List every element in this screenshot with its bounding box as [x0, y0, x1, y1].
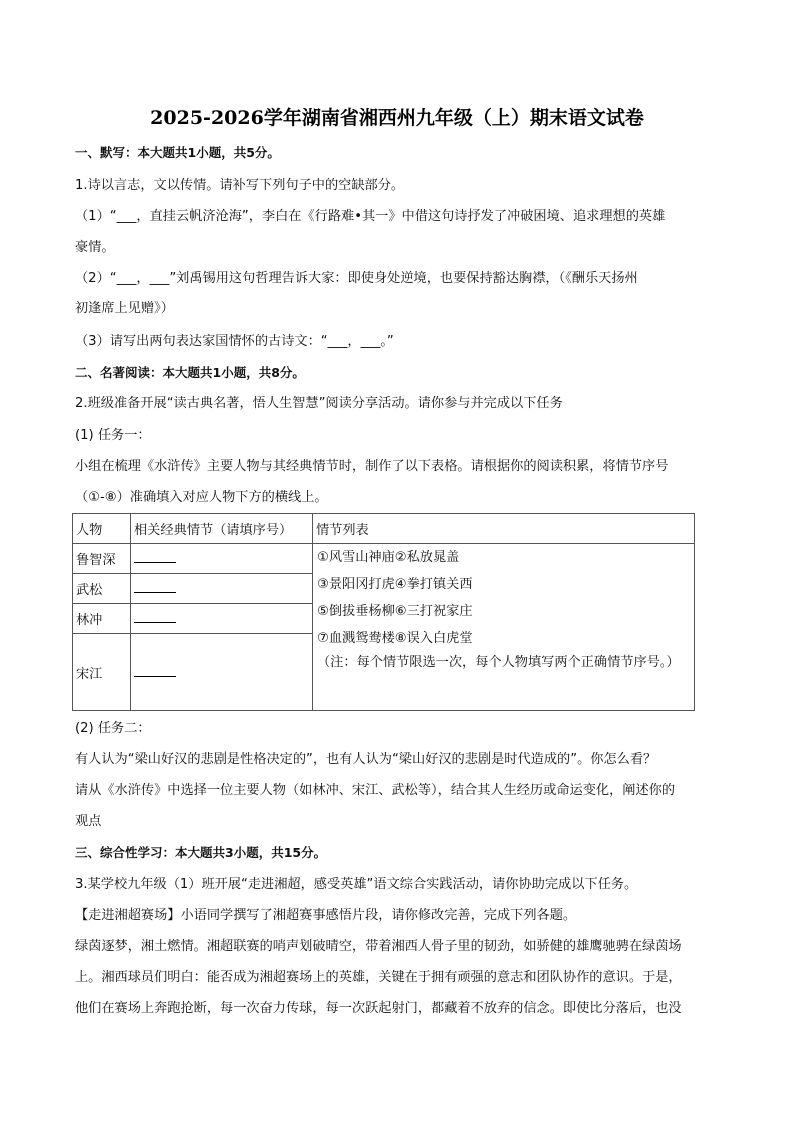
- table-row: [73, 544, 695, 574]
- q1-part2-line1: （2）“___，___”刘禹锡用这句哲理告诉大家：即使身处逆境，也要保持豁达胸襟，（《酬乐天扬州: [75, 271, 638, 286]
- passage-line: 他们在赛场上奔跑抢断，每一次奋力传球，每一次跃起射门，都藏着不放弃的信念。即使比分落后，也没: [75, 1001, 682, 1016]
- answer-blank[interactable]: [134, 580, 176, 593]
- q2-intro: 2.班级准备开展“读古典名著，悟人生智慧”阅读分享活动。请你参与并完成以下任务: [75, 396, 563, 411]
- answer-cell: [131, 574, 313, 604]
- plot-list-item: ⑦血溅鸳鸯楼⑧误入白虎堂: [317, 631, 473, 646]
- q1-intro: 1.诗以言志，文以传情。请补写下列句子中的空缺部分。: [75, 178, 405, 193]
- q1-part2-line2: 初逢席上见赠》）: [75, 301, 174, 316]
- plot-list-item: ⑤倒拔垂杨柳⑥三打祝家庄: [317, 604, 473, 619]
- table-header-row: [73, 514, 695, 544]
- section-2-heading: 二、名著阅读：本大题共1小题，共8分。: [75, 365, 305, 380]
- passage-line: 上。湘西球员们明白：能否成为湘超赛场上的英雄，关键在于拥有顽强的意志和团队协作的意识。于是，: [75, 970, 682, 985]
- q1-part1-line2: 豪情。: [75, 240, 115, 255]
- q1-part1-line1: （1）“___，直挂云帆济沧海”，李白在《行路难•其一》中借这句诗抒发了冲破困境、追求理想的英雄: [75, 209, 666, 224]
- exam-title: 2025-2026学年湖南省湘西州九年级（上）期末语文试卷: [150, 107, 644, 129]
- plot-list-item: ①风雪山神庙②私放晁盖: [317, 550, 460, 565]
- q1-part3: （3）请写出两句表达家国情怀的古诗文：“___，___。”: [75, 334, 394, 349]
- answer-cell: [131, 544, 313, 574]
- table-header-cell: 情节列表: [313, 514, 695, 544]
- answer-cell: [131, 634, 313, 711]
- table-header-cell: 相关经典情节（请填序号）: [131, 514, 313, 544]
- plot-list-note: （注：每个情节限选一次，每个人物填写两个正确情节序号。）: [317, 655, 680, 670]
- q3-intro: 3.某学校九年级（1）班开展“走进湘超，感受英雄”语文综合实践活动，请你协助完成以下任务。: [75, 877, 638, 892]
- answer-blank[interactable]: [134, 610, 176, 623]
- task1-text-line1: 小组在梳理《水浒传》主要人物与其经典情节时，制作了以下表格。请根据你的阅读积累，将情节序号: [75, 459, 669, 474]
- task2-line3: 观点: [75, 814, 102, 829]
- task1-text-line2: （①-⑧）准确填入对应人物下方的横线上。: [75, 490, 328, 505]
- section-3-heading: 三、综合性学习：本大题共3小题，共15分。: [75, 845, 327, 860]
- character-name: 武松: [73, 574, 131, 604]
- answer-cell: [131, 604, 313, 634]
- task2-line1: 有人认为“梁山好汉的悲剧是性格决定的”，也有人认为“梁山好汉的悲剧是时代造成的”。你怎么看？: [75, 752, 657, 767]
- table-header-cell: 人物: [73, 514, 131, 544]
- plot-list-item: ③景阳冈打虎④拳打镇关西: [317, 577, 473, 592]
- q3-subheading: 【走进湘超赛场】小语同学撰写了湘超赛事感悟片段，请你修改完善，完成下列各题。: [75, 908, 577, 923]
- character-name: 林冲: [73, 604, 131, 634]
- answer-blank[interactable]: [134, 550, 176, 563]
- character-plot-table: [72, 513, 695, 711]
- section-1-heading: 一、默写：本大题共1小题，共5分。: [75, 145, 280, 160]
- task2-line2: 请从《水浒传》中选择一位主要人物（如林冲、宋江、武松等），结合其人生经历或命运变化，阐述你的: [75, 783, 676, 798]
- plot-list-cell: [313, 544, 695, 711]
- character-name: 鲁智深: [73, 544, 131, 574]
- answer-blank[interactable]: [134, 664, 176, 677]
- task2-label: (2) 任务二：: [75, 721, 151, 736]
- character-name: 宋江: [73, 634, 131, 711]
- task1-label: (1) 任务一：: [75, 428, 151, 443]
- passage-line: 绿茵逐梦，湘土燃情。湘超联赛的哨声划破晴空，带着湘西人骨子里的韧劲，如骄健的雄鹰驰骋在绿茵场: [75, 939, 682, 954]
